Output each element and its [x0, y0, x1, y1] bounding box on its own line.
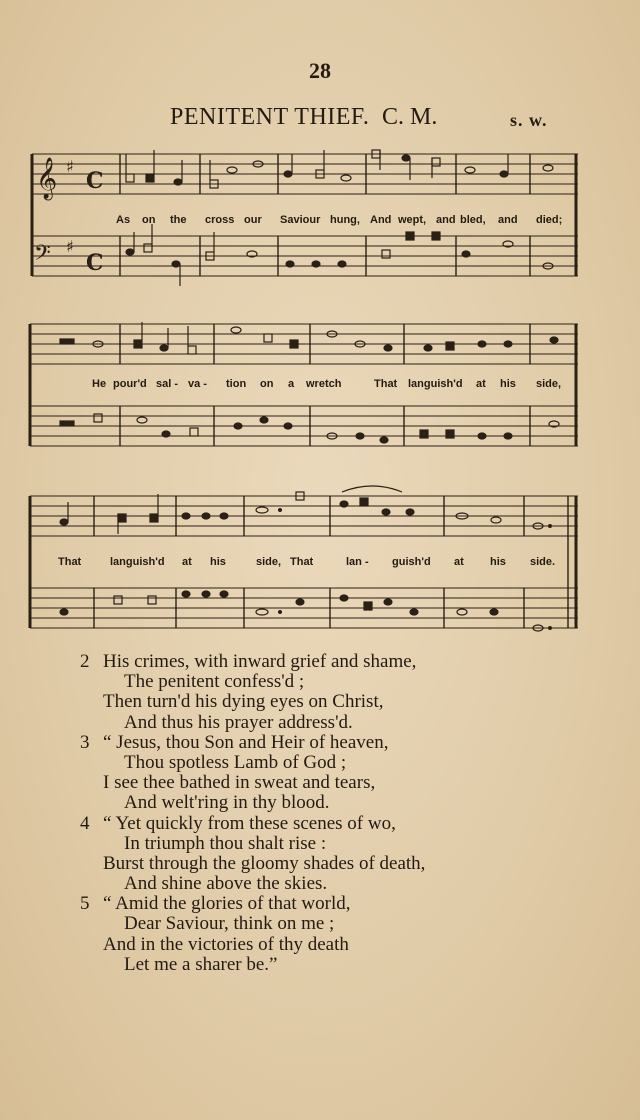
verse-3-line-2: Thou spotless Lamb of God ;	[124, 751, 347, 773]
treble-clef-icon: 𝄞	[36, 158, 58, 199]
verse-3-line-4: And welt'ring in thy blood.	[124, 792, 330, 814]
verse-5-line-3: And in the victories of thy death	[103, 933, 349, 955]
verse-number: 3	[80, 731, 90, 753]
verse-number: 2	[80, 651, 90, 672]
verse-4-line-2: In triumph thou shalt rise :	[124, 832, 327, 854]
verse-4-line-1: 4 “ Yet quickly from these scenes of wo,	[80, 812, 396, 834]
verse-4-line-4: And shine above the skies.	[124, 873, 328, 895]
hymn-verses	[80, 652, 580, 975]
music-system-1: 𝄞 ♯ C 𝄢 ♯ C As on the cross our Saviour hung, And wept, and bled, and died;	[0, 140, 640, 320]
verse-number: 5	[80, 893, 90, 915]
svg-text:C: C	[86, 168, 104, 194]
verse-4-line-3: Burst through the gloomy shades of death,	[103, 852, 426, 874]
verse-2-line-2: The penitent confess'd ;	[124, 671, 305, 693]
svg-text:♯: ♯	[66, 237, 74, 256]
verse-3-line-1: 3 “ Jesus, thou Son and Heir of heaven,	[80, 731, 389, 753]
verse-3-line-3: I see thee bathed in sweat and tears,	[103, 772, 376, 794]
verse-2-line-1: 2 His crimes, with inward grief and shame,	[80, 651, 417, 672]
svg-text:♯: ♯	[66, 157, 74, 176]
tune-composer: s. w.	[510, 110, 548, 130]
music-system-3: That languish'd at his side, That lan - guish'd at his side.	[0, 482, 640, 662]
tune-meter: C. M.	[382, 104, 438, 130]
verse-5-line-2: Dear Saviour, think on me ;	[124, 913, 335, 935]
verse-5-line-1: 5 “ Amid the glories of that world,	[80, 893, 351, 915]
music-system-2: He pour'd sal - va - tion on a wretch That languish'd at his side,	[0, 310, 640, 490]
verse-2-line-4: And thus his prayer address'd.	[124, 711, 353, 733]
staff-notation-2	[0, 310, 640, 470]
verse-5-line-4: Let me a sharer be.”	[124, 953, 278, 975]
tune-title: PENITENT THIEF.	[170, 104, 370, 130]
svg-text:C: C	[86, 250, 104, 276]
verse-2-line-3: Then turn'd his dying eyes on Christ,	[103, 691, 384, 713]
bass-clef-icon: 𝄢	[34, 241, 51, 271]
verse-number: 4	[80, 812, 90, 834]
page-number: 28	[309, 58, 331, 83]
